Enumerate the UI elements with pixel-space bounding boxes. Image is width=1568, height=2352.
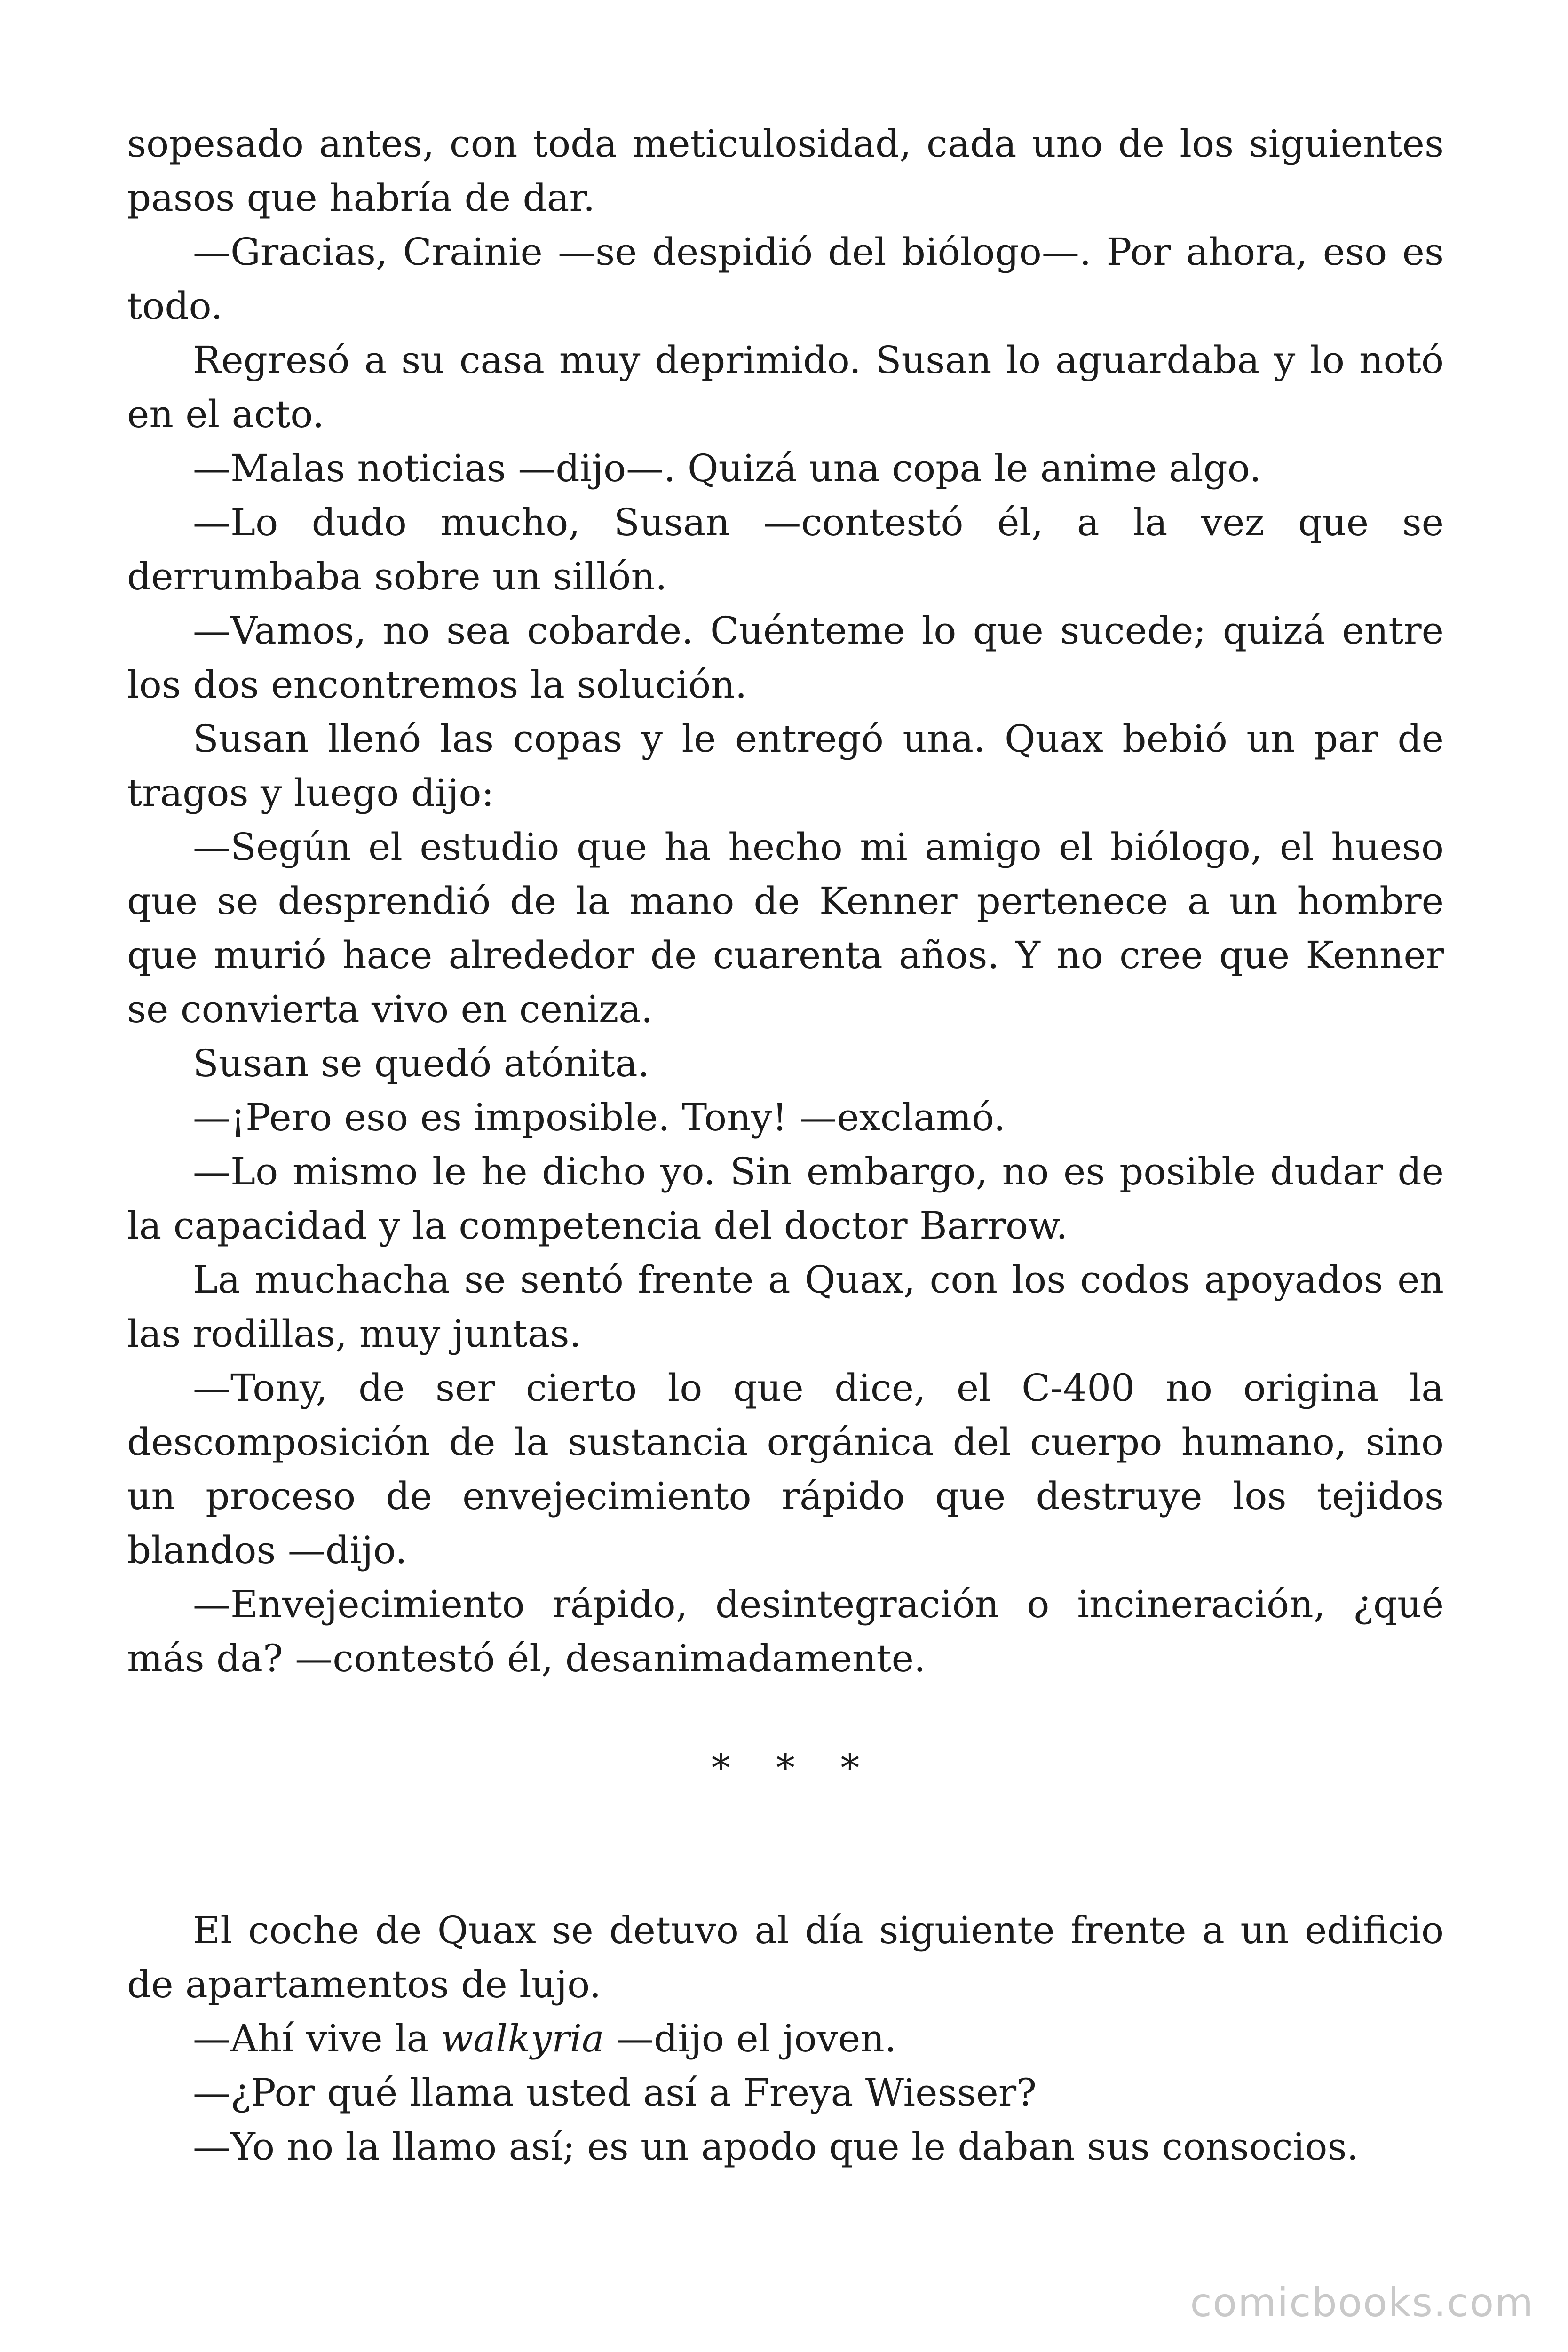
paragraph: —Lo mismo le he dicho yo. Sin embargo, no es posible dudar de la capacidad y la competencia del doctor Barrow. <box>127 1150 1444 1248</box>
watermark: comicbooks.com <box>1190 2280 1534 2326</box>
paragraph: —Yo no la llamo así; es un apodo que le daban sus consocios. <box>193 2125 1359 2169</box>
page-body <box>127 117 1444 2174</box>
paragraph: —Envejecimiento rápido, desintegración o incineración, ¿qué más da? —contestó él, desanimadamente. <box>127 1582 1444 1680</box>
paragraph: Susan llenó las copas y le entregó una. Quax bebió un par de tragos y luego dijo: <box>127 717 1444 815</box>
paragraph: —¿Por qué llama usted así a Freya Wiesser? <box>193 2071 1037 2114</box>
section-separator: * * * <box>711 1746 877 1790</box>
paragraph: Regresó a su casa muy deprimido. Susan lo aguardaba y lo notó en el acto. <box>127 338 1444 436</box>
paragraph: —Gracias, Crainie —se despidió del biólogo—. Por ahora, eso es todo. <box>127 230 1444 328</box>
paragraph-with-italic <box>127 2011 1444 2066</box>
paragraph: —Tony, de ser cierto lo que dice, el C-400 no origina la descomposición de la sustancia orgánica del cuerpo humano, sino un proceso de envejecimiento rápido que destruye los tejidos blandos —dijo. <box>127 1366 1444 1572</box>
paragraph: El coche de Quax se detuvo al día siguiente frente a un edificio de apartamentos de lujo. <box>127 1908 1444 2006</box>
paragraph: La muchacha se sentó frente a Quax, con los codos apoyados en las rodillas, muy juntas. <box>127 1258 1444 1356</box>
section-gap <box>127 1795 1444 1903</box>
paragraph: sopesado antes, con toda meticulosidad, cada uno de los siguientes pasos que habría de dar. <box>127 122 1444 220</box>
paragraph-text: —Ahí vive la <box>193 2017 441 2060</box>
paragraph: —Vamos, no sea cobarde. Cuénteme lo que sucede; quizá entre los dos encontremos la solución. <box>127 609 1444 707</box>
paragraph-text: —dijo el joven. <box>604 2017 897 2060</box>
italic-word: walkyria <box>441 2017 604 2060</box>
paragraph: —Malas noticias —dijo—. Quizá una copa le anime algo. <box>193 446 1261 490</box>
paragraph: —Según el estudio que ha hecho mi amigo el biólogo, el hueso que se desprendió de la mano de Kenner pertenece a un hombre que murió hace alrededor de cuarenta años. Y no cree que Kenner se convierta vivo en ceniza. <box>127 825 1444 1031</box>
paragraph: Susan se quedó atónita. <box>193 1041 650 1085</box>
paragraph: —Lo dudo mucho, Susan —contestó él, a la vez que se derrumbaba sobre un sillón. <box>127 501 1444 598</box>
paragraph: —¡Pero eso es imposible. Tony! —exclamó. <box>193 1096 1006 1139</box>
